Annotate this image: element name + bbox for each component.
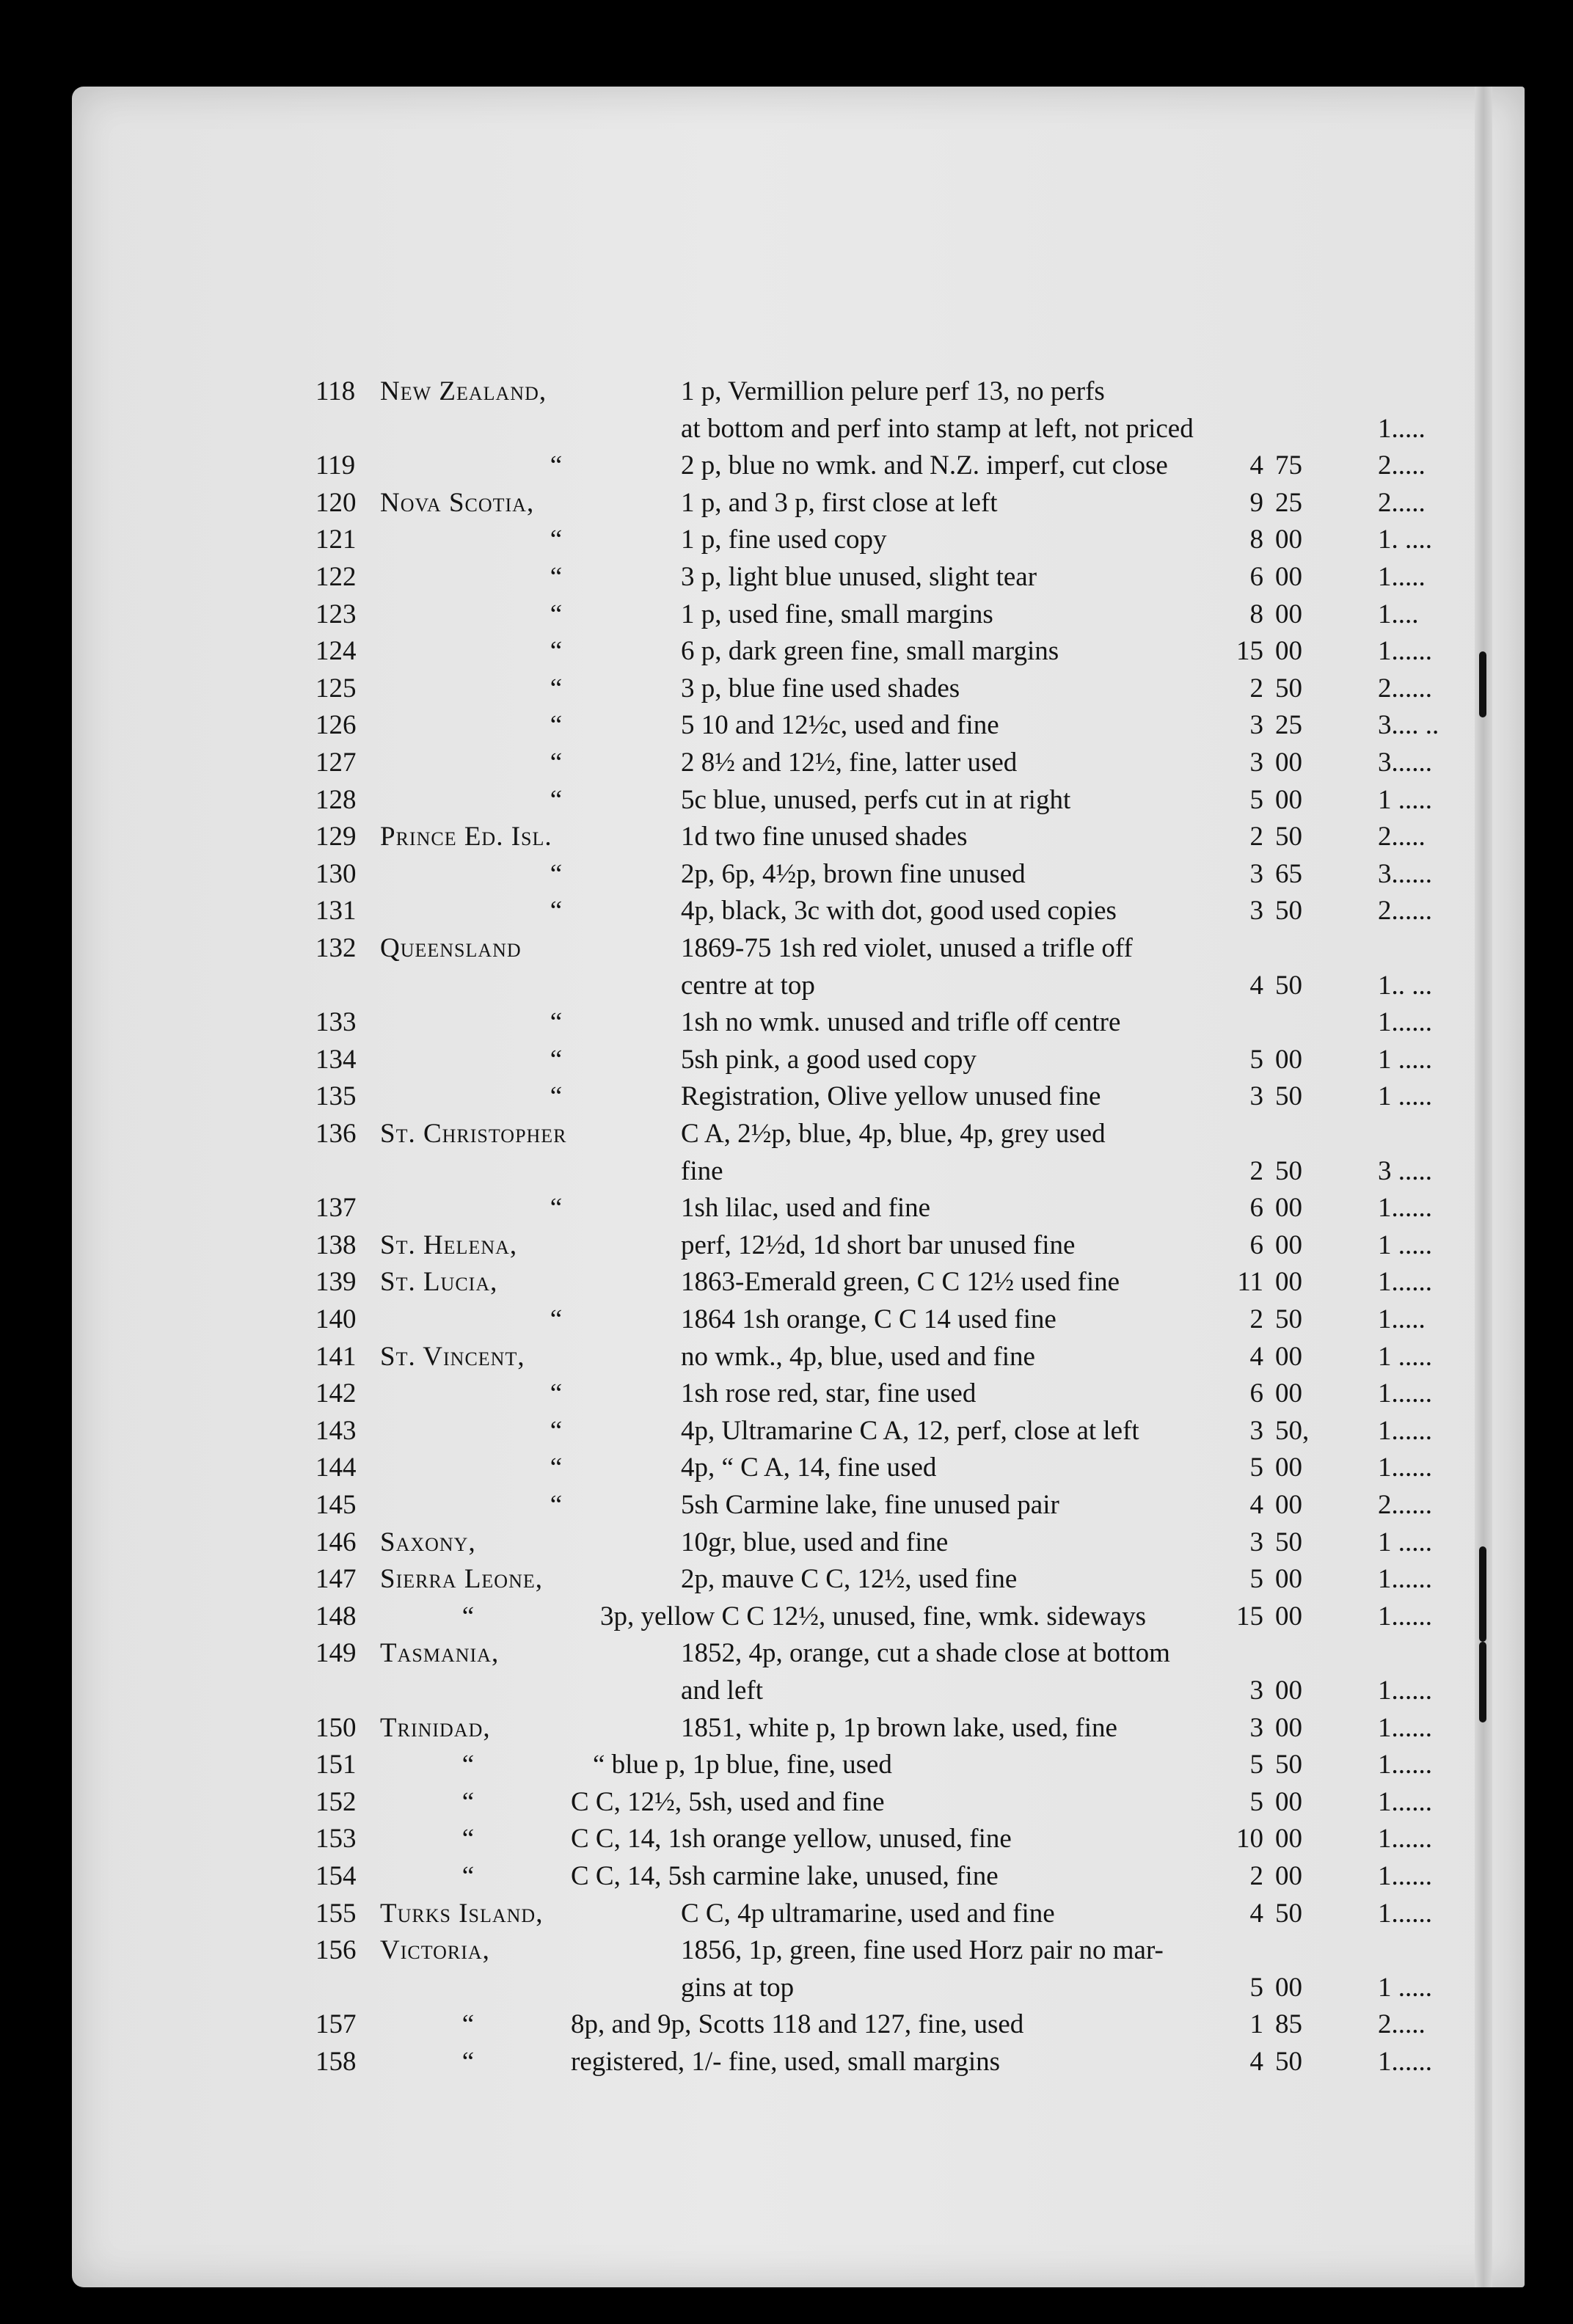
- price-dollars: 3: [1249, 858, 1263, 889]
- entry-number: 130: [315, 858, 357, 889]
- price-cents: 00: [1275, 1267, 1302, 1298]
- entry-number: 151: [315, 1750, 357, 1780]
- ditto-mark: “: [550, 710, 563, 741]
- entry-row: [72, 558, 1525, 596]
- price-cents: 00: [1275, 1490, 1302, 1520]
- price-cents: 50: [1275, 1527, 1302, 1557]
- price-dollars: 6: [1249, 1378, 1263, 1409]
- ditto-mark: “: [461, 1786, 475, 1817]
- entry-row: [72, 2043, 1525, 2081]
- entry-number: 135: [315, 1081, 357, 1112]
- entry-row: [72, 373, 1525, 411]
- entry-number: 134: [315, 1044, 357, 1075]
- price-cents: 50: [1275, 1155, 1302, 1186]
- ditto-mark: “: [550, 636, 563, 667]
- entry-row: [72, 892, 1525, 930]
- stamp-description: 8p, and 9p, Scotts 118 and 127, fine, used: [571, 2009, 1024, 2040]
- entry-row: [72, 744, 1525, 782]
- country-name: Tasmania,: [380, 1638, 500, 1669]
- entry-number: 120: [315, 487, 357, 518]
- price-dollars: 3: [1249, 1527, 1263, 1557]
- price-cents: 00: [1275, 1378, 1302, 1409]
- entry-number: 150: [315, 1712, 357, 1743]
- country-name: Victoria,: [380, 1935, 490, 1966]
- price-dollars: 8: [1249, 599, 1263, 629]
- price-cents: 00: [1275, 525, 1302, 555]
- price-cents: 50: [1275, 1898, 1302, 1929]
- entry-number: 153: [315, 1824, 357, 1855]
- entry-number: 137: [315, 1193, 357, 1224]
- country-name: Saxony,: [380, 1527, 476, 1557]
- entry-row: [72, 1449, 1525, 1487]
- ditto-mark: “: [550, 858, 563, 889]
- stamp-description: 3 p, blue fine used shades: [681, 673, 960, 704]
- entry-number: 118: [315, 376, 356, 406]
- entry-number: 136: [315, 1119, 357, 1149]
- price-cents: 00: [1275, 1786, 1302, 1817]
- price-dollars: 4: [1249, 2047, 1263, 2077]
- entry-number: 121: [315, 525, 357, 555]
- price-cents: 25: [1275, 487, 1302, 518]
- lot-count: 1 .....: [1378, 1229, 1432, 1260]
- price-cents: 00: [1275, 1861, 1302, 1891]
- price-dollars: 5: [1249, 1972, 1263, 2003]
- entry-row: [72, 706, 1525, 745]
- entry-number: 128: [315, 784, 357, 815]
- price-dollars: 2: [1249, 673, 1263, 704]
- country-name: St. Helena,: [380, 1229, 518, 1260]
- price-dollars: 4: [1249, 970, 1263, 1001]
- entry-number: 124: [315, 636, 357, 667]
- entry-number: 133: [315, 1007, 357, 1038]
- entry-row: [72, 1634, 1525, 1673]
- price-dollars: 6: [1249, 1193, 1263, 1224]
- entry-number: 119: [315, 450, 356, 481]
- lot-count: 2......: [1378, 1490, 1432, 1520]
- stamp-description: 3 p, light blue unused, slight tear: [681, 562, 1037, 592]
- price-dollars: 6: [1249, 1229, 1263, 1260]
- entry-number: 131: [315, 896, 357, 927]
- ditto-mark: “: [461, 1601, 475, 1631]
- ditto-mark: “: [550, 599, 563, 629]
- lot-count: 3.... ..: [1378, 710, 1439, 741]
- price-cents: 00: [1275, 1676, 1302, 1706]
- stamp-description: 1sh rose red, star, fine used: [681, 1378, 977, 1409]
- entry-number: 158: [315, 2047, 357, 2077]
- entry-number: 152: [315, 1786, 357, 1817]
- stamp-description: 4p, Ultramarine C A, 12, perf, close at left: [681, 1415, 1139, 1446]
- ditto-mark: “: [550, 1452, 563, 1483]
- price-dollars: 3: [1249, 1676, 1263, 1706]
- stamp-description: registered, 1/- fine, used, small margins: [571, 2047, 1001, 2077]
- price-cents: 00: [1275, 784, 1302, 815]
- entry-number: 155: [315, 1898, 357, 1929]
- stamp-description: 1 p, Vermillion pelure perf 13, no perfs: [681, 376, 1105, 406]
- price-dollars: 2: [1249, 1861, 1263, 1891]
- stamp-description: 2 8½ and 12½, fine, latter used: [681, 748, 1018, 778]
- ditto-mark: “: [550, 1415, 563, 1446]
- ditto-mark: “: [550, 1044, 563, 1075]
- lot-count: 1....: [1378, 599, 1419, 629]
- entry-row: [72, 1301, 1525, 1339]
- lot-count: 3......: [1378, 858, 1432, 889]
- price-cents: 50: [1275, 822, 1302, 852]
- entry-number: 147: [315, 1564, 357, 1595]
- lot-count: 1......: [1378, 1415, 1432, 1446]
- stamp-description: 1856, 1p, green, fine used Horz pair no mar-: [681, 1935, 1164, 1966]
- stamp-description: 1869-75 1sh red violet, unused a trifle off: [681, 933, 1133, 963]
- price-cents: 00: [1275, 1712, 1302, 1743]
- price-dollars: 3: [1249, 1712, 1263, 1743]
- price-cents: 50: [1275, 1750, 1302, 1780]
- price-cents: 65: [1275, 858, 1302, 889]
- stamp-description: and left: [681, 1676, 763, 1706]
- lot-count: 3 .....: [1378, 1155, 1432, 1186]
- lot-count: 1 .....: [1378, 1044, 1432, 1075]
- stamp-description: 5sh pink, a good used copy: [681, 1044, 977, 1075]
- price-dollars: 8: [1249, 525, 1263, 555]
- entry-row: [72, 1227, 1525, 1265]
- lot-count: 1......: [1378, 1267, 1432, 1298]
- ditto-mark: “: [550, 673, 563, 704]
- price-cents: 50: [1275, 1081, 1302, 1112]
- lot-count: 1......: [1378, 1824, 1432, 1855]
- lot-count: 1......: [1378, 1378, 1432, 1409]
- country-name: Queensland: [380, 933, 522, 963]
- lot-count: 1......: [1378, 1712, 1432, 1743]
- stamp-description: C A, 2½p, blue, 4p, blue, 4p, grey used: [681, 1119, 1106, 1149]
- price-dollars: 3: [1249, 710, 1263, 741]
- price-dollars: 6: [1249, 562, 1263, 592]
- stamp-description: 1851, white p, 1p brown lake, used, fine: [681, 1712, 1117, 1743]
- entry-row: [72, 1486, 1525, 1524]
- lot-count: 3......: [1378, 748, 1432, 778]
- stamp-description: 1sh no wmk. unused and trifle off centre: [681, 1007, 1121, 1038]
- lot-count: 1......: [1378, 636, 1432, 667]
- lot-count: 1......: [1378, 2047, 1432, 2077]
- price-cents: 00: [1275, 748, 1302, 778]
- entry-row: [72, 1004, 1525, 1042]
- stamp-description: gins at top: [681, 1972, 795, 2003]
- stamp-description: 10gr, blue, used and fine: [681, 1527, 949, 1557]
- country-name: New Zealand,: [380, 376, 547, 406]
- lot-count: 2......: [1378, 673, 1432, 704]
- entry-number: 141: [315, 1341, 357, 1372]
- stamp-description: “ blue p, 1p blue, fine, used: [593, 1750, 892, 1780]
- entry-row: [72, 521, 1525, 559]
- ditto-mark: “: [550, 784, 563, 815]
- price-cents: 00: [1275, 1193, 1302, 1224]
- entry-number: 127: [315, 748, 357, 778]
- stamp-description: 1 p, fine used copy: [681, 525, 887, 555]
- price-cents: 50: [1275, 896, 1302, 927]
- price-cents: 00: [1275, 562, 1302, 592]
- price-cents: 85: [1275, 2009, 1302, 2040]
- stamp-description: 1sh lilac, used and fine: [681, 1193, 931, 1224]
- price-dollars: 9: [1249, 487, 1263, 518]
- ditto-mark: “: [461, 1750, 475, 1780]
- price-cents: 00: [1275, 1564, 1302, 1595]
- price-dollars: 3: [1249, 1081, 1263, 1112]
- ditto-mark: “: [550, 450, 563, 481]
- lot-count: 1 .....: [1378, 1341, 1432, 1372]
- price-cents: 25: [1275, 710, 1302, 741]
- stamp-description: at bottom and perf into stamp at left, not priced: [681, 413, 1194, 444]
- lot-count: 1......: [1378, 1193, 1432, 1224]
- stamp-description: 2 p, blue no wmk. and N.Z. imperf, cut close: [681, 450, 1168, 481]
- country-name: St. Christopher: [380, 1119, 567, 1149]
- stamp-description: perf, 12½d, 1d short bar unused fine: [681, 1229, 1076, 1260]
- lot-count: 1......: [1378, 1676, 1432, 1706]
- entry-row: [72, 447, 1525, 485]
- stamp-description: C C, 14, 5sh carmine lake, unused, fine: [571, 1861, 999, 1891]
- price-cents: 00: [1275, 1824, 1302, 1855]
- price-cents: 75: [1275, 450, 1302, 481]
- price-dollars: 5: [1249, 1750, 1263, 1780]
- entry-number: 126: [315, 710, 357, 741]
- price-dollars: 2: [1249, 1155, 1263, 1186]
- price-cents: 00: [1275, 1044, 1302, 1075]
- entry-continuation-row: [72, 410, 1525, 448]
- entry-row: [72, 1189, 1525, 1227]
- entry-row: [72, 1115, 1525, 1153]
- entry-row: [72, 1857, 1525, 1896]
- country-name: St. Lucia,: [380, 1267, 498, 1298]
- price-cents: 00: [1275, 1229, 1302, 1260]
- entry-row: [72, 1895, 1525, 1933]
- entry-number: 148: [315, 1601, 357, 1631]
- entry-continuation-row: [72, 967, 1525, 1005]
- country-name: Trinidad,: [380, 1712, 491, 1743]
- price-cents: 00: [1275, 1601, 1302, 1631]
- country-name: Prince Ed. Isl.: [380, 822, 552, 852]
- entry-row: [72, 1041, 1525, 1079]
- price-cents: 50,: [1275, 1415, 1310, 1446]
- entry-number: 139: [315, 1267, 357, 1298]
- country-name: Sierra Leone,: [380, 1564, 543, 1595]
- stamp-description: 1 p, and 3 p, first close at left: [681, 487, 998, 518]
- entry-number: 132: [315, 933, 357, 963]
- entry-row: [72, 670, 1525, 708]
- stamp-description: 1864 1sh orange, C C 14 used fine: [681, 1304, 1056, 1334]
- lot-count: 2.....: [1378, 450, 1426, 481]
- price-cents: 50: [1275, 673, 1302, 704]
- price-dollars: 4: [1249, 1490, 1263, 1520]
- ditto-mark: “: [550, 1378, 563, 1409]
- lot-count: 2.....: [1378, 822, 1426, 852]
- price-dollars: 1: [1249, 2009, 1263, 2040]
- entry-row: [72, 1709, 1525, 1747]
- stamp-description: C C, 4p ultramarine, used and fine: [681, 1898, 1055, 1929]
- ditto-mark: “: [550, 525, 563, 555]
- price-dollars: 11: [1237, 1267, 1263, 1298]
- ditto-mark: “: [550, 1304, 563, 1334]
- entry-row: [72, 596, 1525, 634]
- stamp-description: 5 10 and 12½c, used and fine: [681, 710, 999, 741]
- price-dollars: 4: [1249, 1898, 1263, 1929]
- entry-row: [72, 1078, 1525, 1116]
- ditto-mark: “: [550, 748, 563, 778]
- entry-number: 122: [315, 562, 357, 592]
- entry-continuation-row: [72, 1672, 1525, 1710]
- lot-count: 1 .....: [1378, 1972, 1432, 2003]
- price-dollars: 3: [1249, 896, 1263, 927]
- entry-number: 142: [315, 1378, 357, 1409]
- price-dollars: 15: [1236, 1601, 1263, 1631]
- entry-number: 157: [315, 2009, 357, 2040]
- price-cents: 00: [1275, 1341, 1302, 1372]
- entry-row: [72, 781, 1525, 819]
- entry-number: 123: [315, 599, 357, 629]
- stamp-description: Registration, Olive yellow unused fine: [681, 1081, 1101, 1112]
- lot-count: 1.. ...: [1378, 970, 1432, 1001]
- ditto-mark: “: [550, 1193, 563, 1224]
- entry-row: [72, 1263, 1525, 1301]
- entry-continuation-row: [72, 1152, 1525, 1191]
- stamp-description: 5sh Carmine lake, fine unused pair: [681, 1490, 1059, 1520]
- stamp-description: 4p, black, 3c with dot, good used copies: [681, 896, 1117, 927]
- ditto-mark: “: [461, 2009, 475, 2040]
- ditto-mark: “: [550, 1081, 563, 1112]
- ditto-mark: “: [550, 896, 563, 927]
- country-name: St. Vincent,: [380, 1341, 525, 1372]
- lot-count: 1 .....: [1378, 784, 1432, 815]
- lot-count: 1......: [1378, 1601, 1432, 1631]
- entry-row: [72, 632, 1525, 670]
- entry-row: [72, 1412, 1525, 1450]
- ditto-mark: “: [550, 1490, 563, 1520]
- price-dollars: 3: [1249, 1415, 1263, 1446]
- entry-row: [72, 1598, 1525, 1636]
- lot-count: 1......: [1378, 1452, 1432, 1483]
- price-dollars: 5: [1249, 1452, 1263, 1483]
- stamp-description: 1d two fine unused shades: [681, 822, 968, 852]
- price-dollars: 3: [1249, 748, 1263, 778]
- entry-row: [72, 929, 1525, 968]
- stamp-description: 4p, “ C A, 14, fine used: [681, 1452, 937, 1483]
- lot-count: 1......: [1378, 1861, 1432, 1891]
- lot-count: 1......: [1378, 1898, 1432, 1929]
- price-cents: 00: [1275, 636, 1302, 667]
- entry-number: 138: [315, 1229, 357, 1260]
- price-cents: 50: [1275, 2047, 1302, 2077]
- price-cents: 00: [1275, 1972, 1302, 2003]
- entry-row: [72, 1783, 1525, 1821]
- lot-count: 1.....: [1378, 413, 1426, 444]
- stamp-description: centre at top: [681, 970, 815, 1001]
- country-name: Nova Scotia,: [380, 487, 535, 518]
- entry-number: 143: [315, 1415, 357, 1446]
- stamp-description: C C, 12½, 5sh, used and fine: [571, 1786, 885, 1817]
- entry-number: 156: [315, 1935, 357, 1966]
- entry-number: 154: [315, 1861, 357, 1891]
- stamp-description: fine: [681, 1155, 723, 1186]
- stamp-description: 6 p, dark green fine, small margins: [681, 636, 1059, 667]
- ditto-mark: “: [461, 1824, 475, 1855]
- entry-row: [72, 1560, 1525, 1598]
- entry-row: [72, 855, 1525, 894]
- entry-number: 140: [315, 1304, 357, 1334]
- stamp-description: no wmk., 4p, blue, used and fine: [681, 1341, 1035, 1372]
- ditto-mark: “: [461, 2047, 475, 2077]
- stamp-description: C C, 14, 1sh orange yellow, unused, fine: [571, 1824, 1012, 1855]
- lot-count: 1......: [1378, 1750, 1432, 1780]
- price-dollars: 10: [1236, 1824, 1263, 1855]
- stamp-description: 1863-Emerald green, C C 12½ used fine: [681, 1267, 1120, 1298]
- price-dollars: 15: [1236, 636, 1263, 667]
- lot-count: 1.....: [1378, 1304, 1426, 1334]
- entry-number: 145: [315, 1490, 357, 1520]
- entry-row: [72, 1820, 1525, 1858]
- entry-number: 149: [315, 1638, 357, 1669]
- lot-count: 1......: [1378, 1564, 1432, 1595]
- price-dollars: 5: [1249, 784, 1263, 815]
- stamp-description: 2p, mauve C C, 12½, used fine: [681, 1564, 1018, 1595]
- price-cents: 00: [1275, 1452, 1302, 1483]
- price-dollars: 5: [1249, 1044, 1263, 1075]
- price-cents: 00: [1275, 599, 1302, 629]
- entry-number: 146: [315, 1527, 357, 1557]
- lot-count: 2.....: [1378, 487, 1426, 518]
- ditto-mark: “: [550, 562, 563, 592]
- entry-continuation-row: [72, 1969, 1525, 2007]
- price-cents: 50: [1275, 970, 1302, 1001]
- stamp-description: 1 p, used fine, small margins: [681, 599, 993, 629]
- entry-row: [72, 1338, 1525, 1376]
- lot-count: 1.....: [1378, 562, 1426, 592]
- entry-row: [72, 1524, 1525, 1562]
- entry-number: 129: [315, 822, 357, 852]
- price-dollars: 4: [1249, 1341, 1263, 1372]
- entry-number: 125: [315, 673, 357, 704]
- entry-row: [72, 1932, 1525, 1970]
- entry-row: [72, 818, 1525, 856]
- price-dollars: 5: [1249, 1786, 1263, 1817]
- catalogue-page: [72, 87, 1525, 2287]
- lot-count: 1 .....: [1378, 1527, 1432, 1557]
- lot-count: 2......: [1378, 896, 1432, 927]
- lot-count: 1......: [1378, 1786, 1432, 1817]
- entry-row: [72, 484, 1525, 522]
- lot-count: 2.....: [1378, 2009, 1426, 2040]
- lot-count: 1......: [1378, 1007, 1432, 1038]
- price-dollars: 5: [1249, 1564, 1263, 1595]
- stamp-description: 1852, 4p, orange, cut a shade close at bottom: [681, 1638, 1170, 1669]
- ditto-mark: “: [550, 1007, 563, 1038]
- stamp-description: 2p, 6p, 4½p, brown fine unused: [681, 858, 1026, 889]
- entry-row: [72, 1375, 1525, 1413]
- price-dollars: 2: [1249, 1304, 1263, 1334]
- price-dollars: 4: [1249, 450, 1263, 481]
- price-cents: 50: [1275, 1304, 1302, 1334]
- price-dollars: 2: [1249, 822, 1263, 852]
- ditto-mark: “: [461, 1861, 475, 1891]
- lot-count: 1. ....: [1378, 525, 1432, 555]
- entry-number: 144: [315, 1452, 357, 1483]
- entry-row: [72, 1746, 1525, 1784]
- country-name: Turks Island,: [380, 1898, 544, 1929]
- stamp-description: 3p, yellow C C 12½, unused, fine, wmk. sideways: [600, 1601, 1147, 1631]
- entry-row: [72, 2006, 1525, 2044]
- stamp-description: 5c blue, unused, perfs cut in at right: [681, 784, 1071, 815]
- lot-count: 1 .....: [1378, 1081, 1432, 1112]
